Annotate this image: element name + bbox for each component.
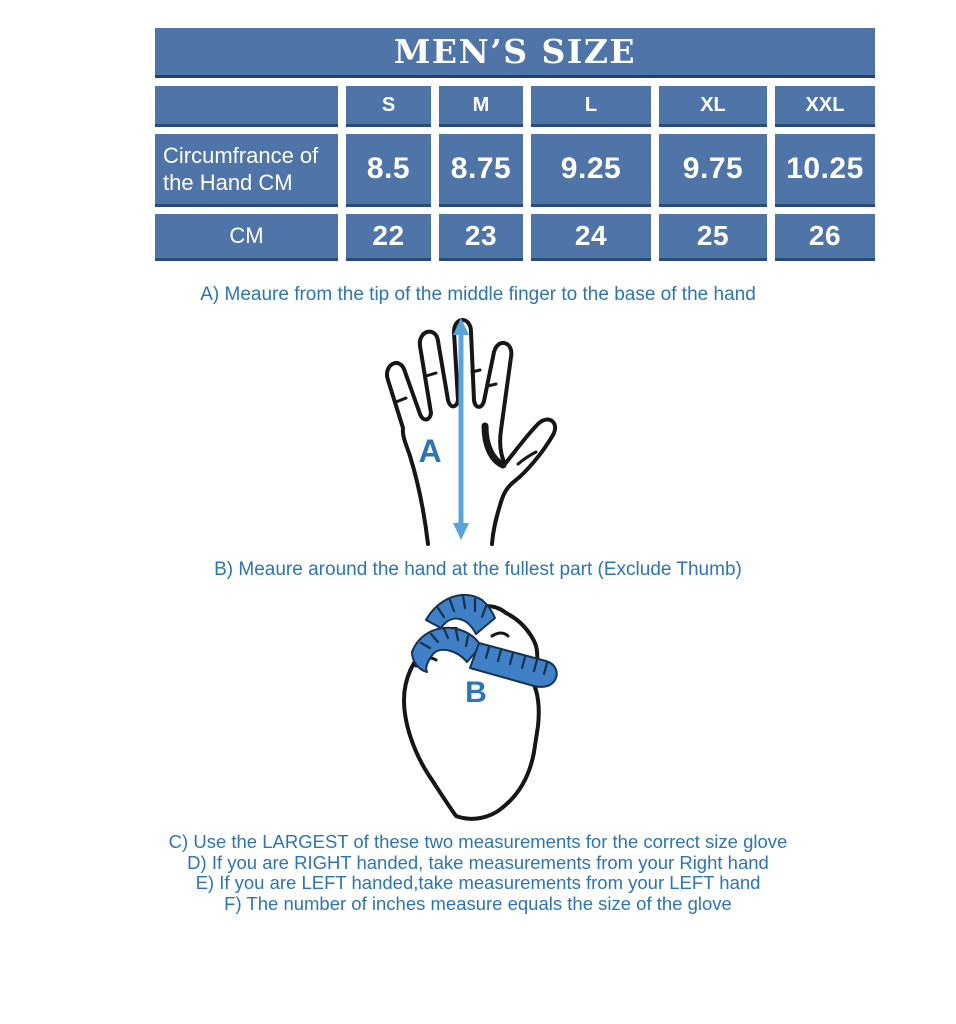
open-hand-measure-diagram (368, 314, 588, 546)
fist-tape-measure-diagram (388, 586, 588, 830)
hand-outline-icon (387, 320, 555, 544)
table-title: MEN’S SIZE (155, 28, 875, 78)
circumference-value-m: 8.75 (439, 134, 523, 207)
header-cell-m: M (439, 86, 523, 127)
instruction-a: A) Meaure from the tip of the middle finger to the base of the hand (200, 284, 756, 305)
instruction-e: E) If you are LEFT handed,take measurements from your LEFT hand (195, 872, 761, 894)
instruction-c: C) Use the LARGEST of these two measurements for the correct size glove (168, 831, 788, 852)
cm-value-xl: 25 (659, 214, 767, 261)
row-label-circumference: Circumfrance of the Hand CM (155, 134, 338, 207)
header-cell-s: S (346, 86, 431, 127)
row-label-cm: CM (155, 214, 338, 261)
cm-value-m: 23 (439, 214, 523, 261)
header-cell-xxl: XXL (775, 86, 875, 127)
header-cell-xl: XL (659, 86, 767, 127)
hand-measure-letter: A (418, 433, 442, 469)
cm-value-s: 22 (346, 214, 431, 261)
instruction-b: B) Meaure around the hand at the fullest part (Exclude Thumb) (214, 559, 742, 580)
header-cell-l: L (531, 86, 651, 127)
fist-measure-letter: B (465, 676, 487, 709)
instruction-d: D) If you are RIGHT handed, take measurements from your Right hand (187, 851, 769, 873)
circumference-value-l: 9.25 (531, 134, 651, 207)
circumference-value-xl: 9.75 (659, 134, 767, 207)
circumference-value-xxl: 10.25 (775, 134, 875, 207)
size-grid (155, 86, 875, 261)
header-empty-cell (155, 86, 338, 127)
instruction-f: F) The number of inches measure equals the size of the glove (224, 893, 732, 915)
cm-value-l: 24 (531, 214, 651, 261)
cm-value-xxl: 26 (775, 214, 875, 261)
instruction-list (0, 832, 956, 915)
circumference-value-s: 8.5 (346, 134, 431, 207)
mens-size-table (155, 28, 875, 261)
